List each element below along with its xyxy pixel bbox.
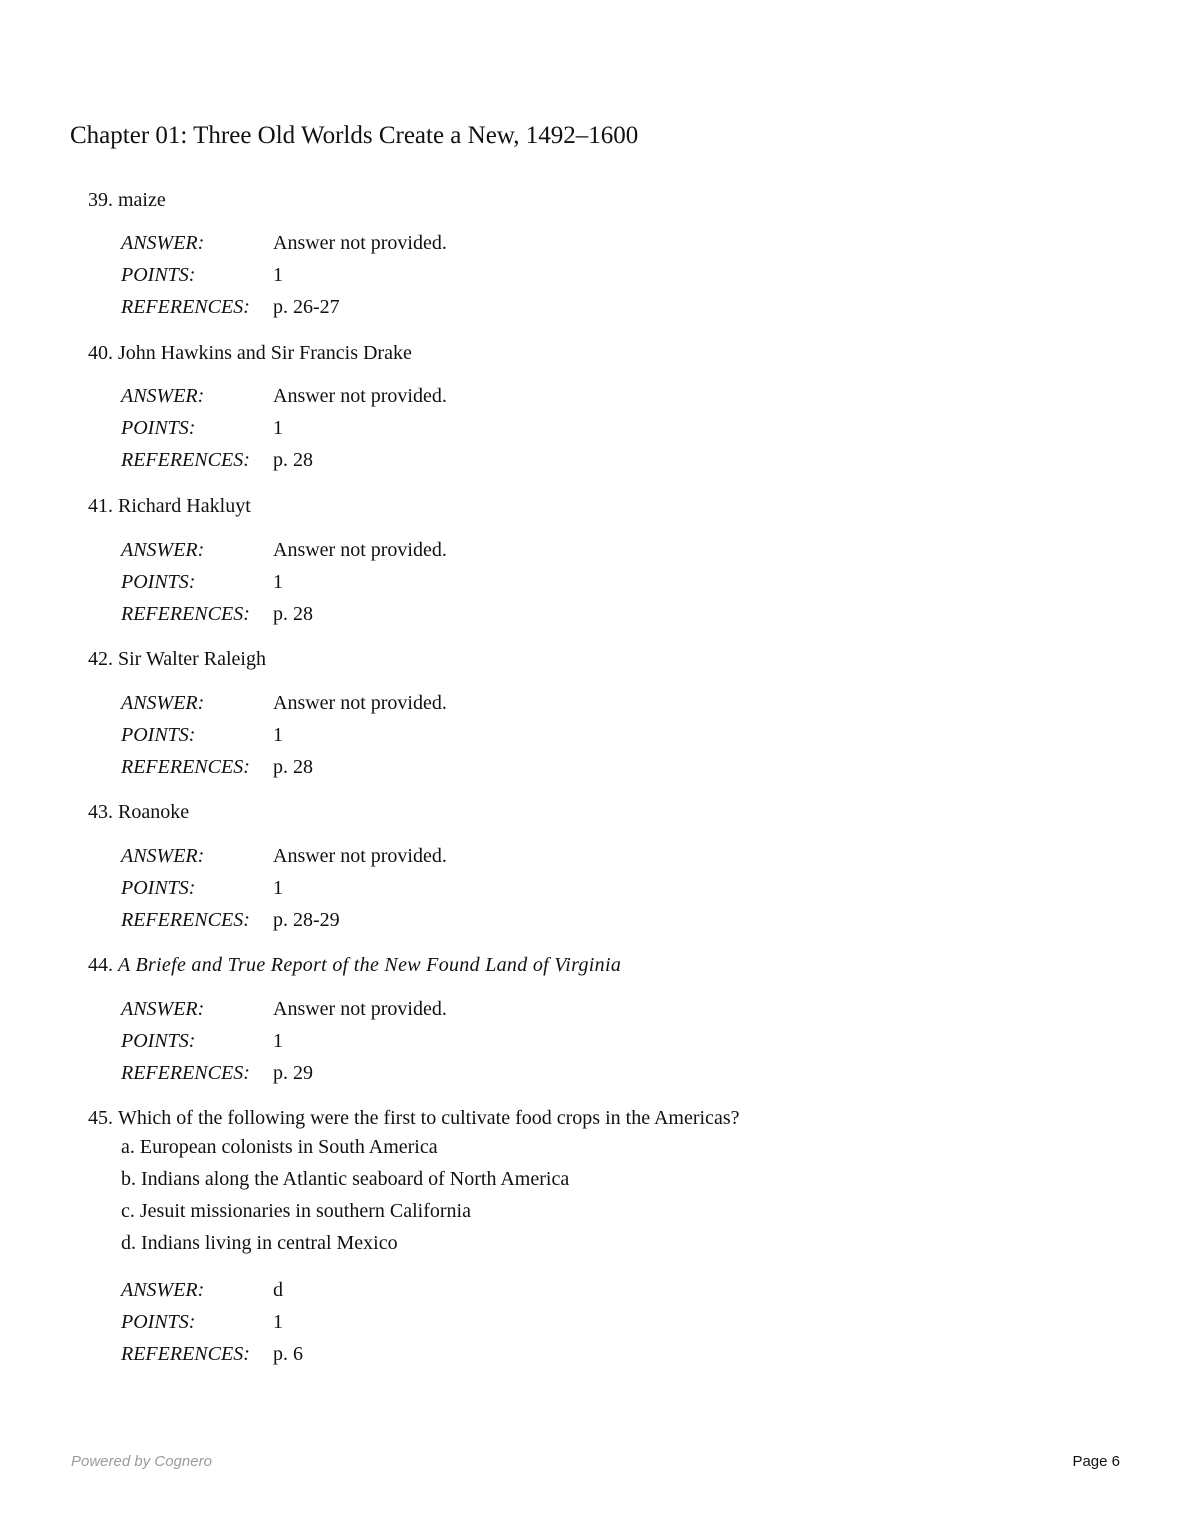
points-label: POINTS: <box>121 264 196 286</box>
question-number: 44. <box>88 954 113 976</box>
references-value: p. 28 <box>273 756 313 778</box>
question-text: maize <box>118 189 166 211</box>
question-text: Richard Hakluyt <box>118 495 251 517</box>
answer-label: ANSWER: <box>121 385 205 407</box>
question-45 <box>88 1104 739 1132</box>
choice-c: c. Jesuit missionaries in southern California <box>121 1200 471 1222</box>
points-label: POINTS: <box>121 1311 196 1333</box>
references-label: REFERENCES: <box>121 1062 250 1084</box>
points-value: 1 <box>273 877 283 899</box>
points-label: POINTS: <box>121 877 196 899</box>
choice-d: d. Indians living in central Mexico <box>121 1232 398 1254</box>
question-45-choices <box>121 1133 569 1261</box>
points-value: 1 <box>273 1311 283 1333</box>
points-label: POINTS: <box>121 571 196 593</box>
answer-value: Answer not provided. <box>273 845 447 867</box>
question-number: 42. <box>88 648 113 670</box>
points-value: 1 <box>273 264 283 286</box>
question-text: Which of the following were the first to cultivate food crops in the Americas? <box>118 1107 740 1129</box>
references-value: p. 28 <box>273 603 313 625</box>
question-41 <box>88 492 251 520</box>
answer-value: d <box>273 1279 283 1301</box>
question-45-meta <box>121 1276 303 1372</box>
question-44 <box>88 951 621 979</box>
points-label: POINTS: <box>121 1030 196 1052</box>
question-number: 40. <box>88 342 113 364</box>
choice-a: a. European colonists in South America <box>121 1136 438 1158</box>
question-42 <box>88 645 266 673</box>
question-number: 45. <box>88 1107 113 1129</box>
points-value: 1 <box>273 1030 283 1052</box>
references-value: p. 29 <box>273 1062 313 1084</box>
answer-label: ANSWER: <box>121 1279 205 1301</box>
question-39 <box>88 186 166 214</box>
question-number: 39. <box>88 189 113 211</box>
page-number: Page 6 <box>1072 1453 1120 1470</box>
question-number: 43. <box>88 801 113 823</box>
question-text: Roanoke <box>118 801 190 823</box>
question-text: Sir Walter Raleigh <box>118 648 266 670</box>
answer-label: ANSWER: <box>121 539 205 561</box>
points-label: POINTS: <box>121 724 196 746</box>
references-label: REFERENCES: <box>121 603 250 625</box>
references-label: REFERENCES: <box>121 296 250 318</box>
question-43-meta <box>121 842 447 938</box>
references-value: p. 26-27 <box>273 296 340 318</box>
choice-b: b. Indians along the Atlantic seaboard of North America <box>121 1168 570 1190</box>
answer-value: Answer not provided. <box>273 385 447 407</box>
references-label: REFERENCES: <box>121 909 250 931</box>
answer-value: Answer not provided. <box>273 692 447 714</box>
question-text: John Hawkins and Sir Francis Drake <box>118 342 412 364</box>
references-label: REFERENCES: <box>121 756 250 778</box>
references-label: REFERENCES: <box>121 1343 250 1365</box>
question-42-meta <box>121 689 447 785</box>
question-43 <box>88 798 189 826</box>
powered-by-text: Powered by Cognero <box>71 1453 212 1470</box>
points-value: 1 <box>273 571 283 593</box>
question-40-meta <box>121 382 447 478</box>
points-value: 1 <box>273 417 283 439</box>
question-number: 41. <box>88 495 113 517</box>
references-label: REFERENCES: <box>121 449 250 471</box>
question-40 <box>88 339 412 367</box>
question-39-meta <box>121 229 447 325</box>
answer-value: Answer not provided. <box>273 232 447 254</box>
question-text: A Briefe and True Report of the New Found Land of Virginia <box>118 954 622 976</box>
page-title: Chapter 01: Three Old Worlds Create a New, 1492–1600 <box>70 122 639 149</box>
answer-label: ANSWER: <box>121 998 205 1020</box>
answer-label: ANSWER: <box>121 692 205 714</box>
answer-value: Answer not provided. <box>273 539 447 561</box>
question-41-meta <box>121 536 447 632</box>
points-value: 1 <box>273 724 283 746</box>
references-value: p. 28-29 <box>273 909 340 931</box>
references-value: p. 6 <box>273 1343 303 1365</box>
answer-label: ANSWER: <box>121 845 205 867</box>
answer-value: Answer not provided. <box>273 998 447 1020</box>
answer-label: ANSWER: <box>121 232 205 254</box>
references-value: p. 28 <box>273 449 313 471</box>
question-44-meta <box>121 995 447 1091</box>
points-label: POINTS: <box>121 417 196 439</box>
